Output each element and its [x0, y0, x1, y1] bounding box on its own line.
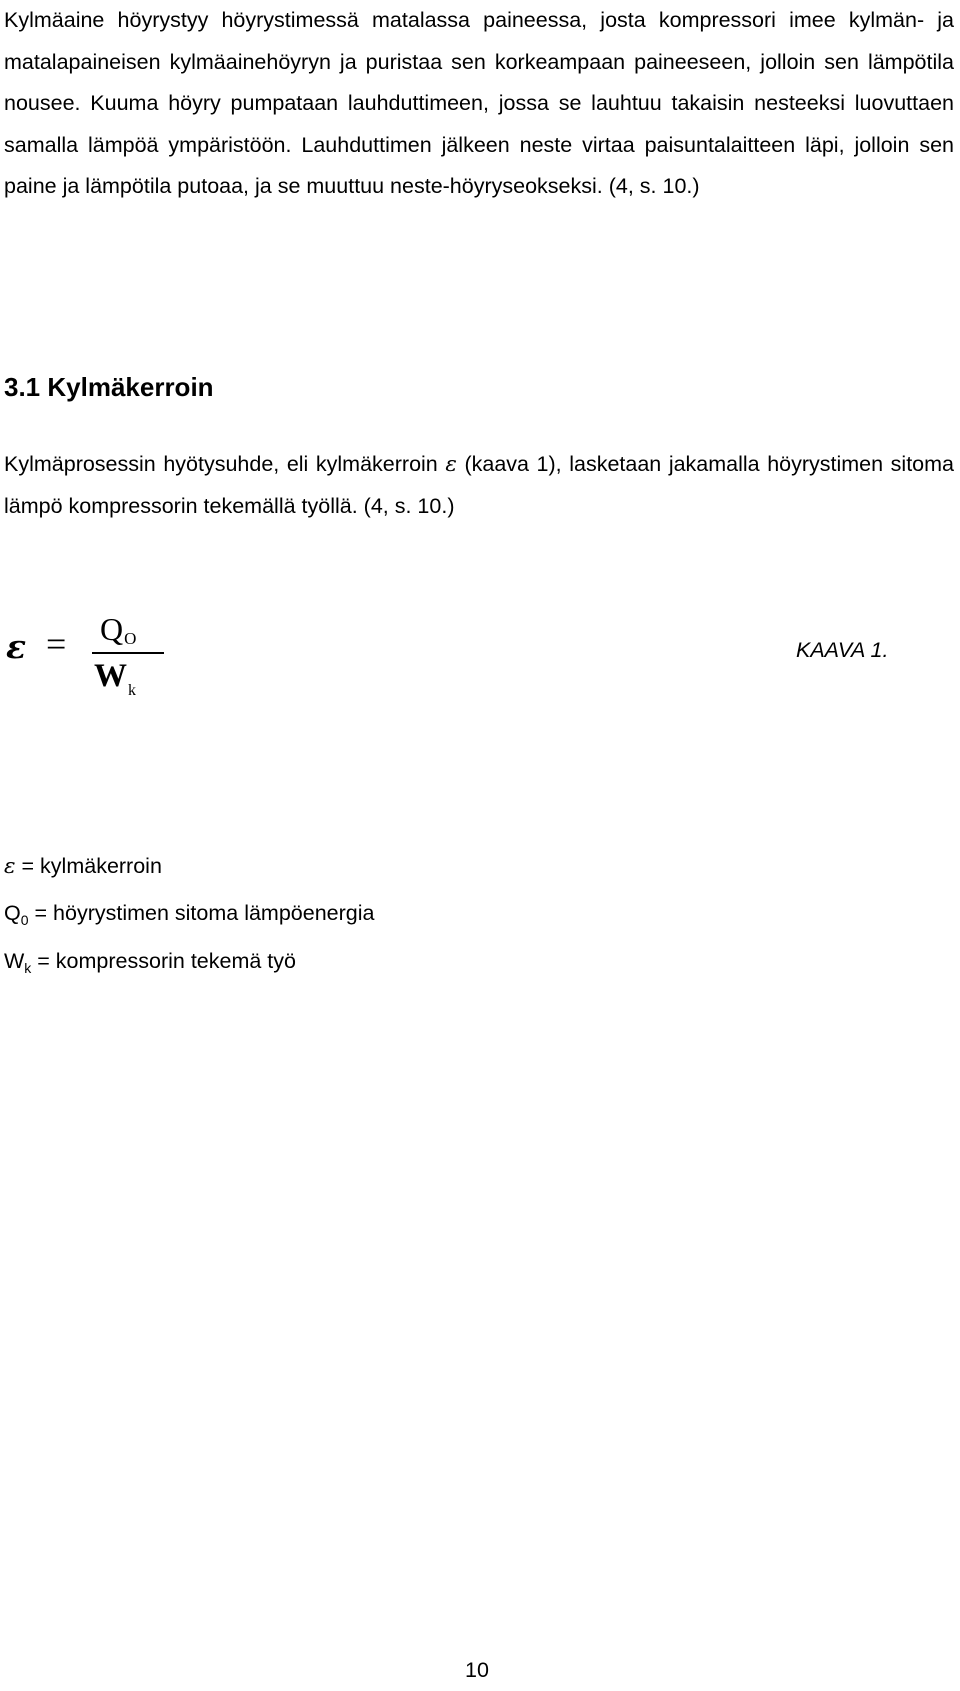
denominator-symbol: W: [94, 658, 127, 694]
body-paragraph-2: [4, 444, 954, 527]
paragraph-2-text-start: Kylmäprosessin hyötysuhde, eli kylmäkerroin: [4, 452, 446, 476]
fraction-bar: [92, 652, 164, 654]
definition-epsilon: [4, 851, 162, 882]
formula-equals-sign: =: [46, 624, 67, 664]
definition-q0: [4, 898, 374, 930]
numerator-subscript: O: [124, 629, 137, 648]
body-paragraph-1: Kylmäaine höyrystyy höyrystimessä matalassa paineessa, josta kompressori imee kylmän- ja matalapaineisen kylmäainehöyryn ja puristaa sen korkeampaan paineeseen, jolloin sen lämpötila nousee. Kuuma höyry pumpataan lauhduttimeen, jossa se lauhtuu takaisin nesteeksi luovuttaen samalla lämpöä ympäristöön. Lauhduttimen jälkeen neste virtaa paisuntalaitteen läpi, jolloin sen paine ja lämpötila putoaa, ja se muuttuu neste-höyryseokseksi. (4, s. 10.): [4, 8, 954, 198]
definition-symbol: ε: [4, 854, 16, 879]
definition-wk: [4, 946, 296, 978]
page-number: 10: [465, 1658, 489, 1682]
formula-1: [6, 605, 206, 699]
definition-symbol: W: [4, 949, 25, 973]
formula-label: KAAVA 1.: [796, 638, 889, 662]
denominator-subscript: k: [128, 682, 136, 699]
definition-subscript: k: [24, 960, 32, 976]
definition-subscript: 0: [20, 912, 29, 928]
definition-text: = kylmäkerroin: [15, 854, 162, 878]
formula-denominator: [94, 658, 136, 699]
definition-symbol: Q: [4, 901, 21, 925]
definition-text: = höyrystimen sitoma lämpöenergia: [28, 901, 375, 925]
definition-text: = kompressorin tekemä työ: [31, 949, 296, 973]
epsilon-symbol-inline: ε: [445, 452, 457, 477]
numerator-symbol: Q: [100, 611, 124, 647]
formula-numerator: [100, 611, 136, 648]
formula-epsilon: ε: [6, 627, 27, 666]
paragraph-2-text-end: (kaava 1), lasketaan jakamalla höyrystimen sitoma lämpö kompressorin tekemällä työllä. (4, s. 10.): [4, 452, 954, 518]
section-heading: 3.1 Kylmäkerroin: [4, 372, 214, 402]
